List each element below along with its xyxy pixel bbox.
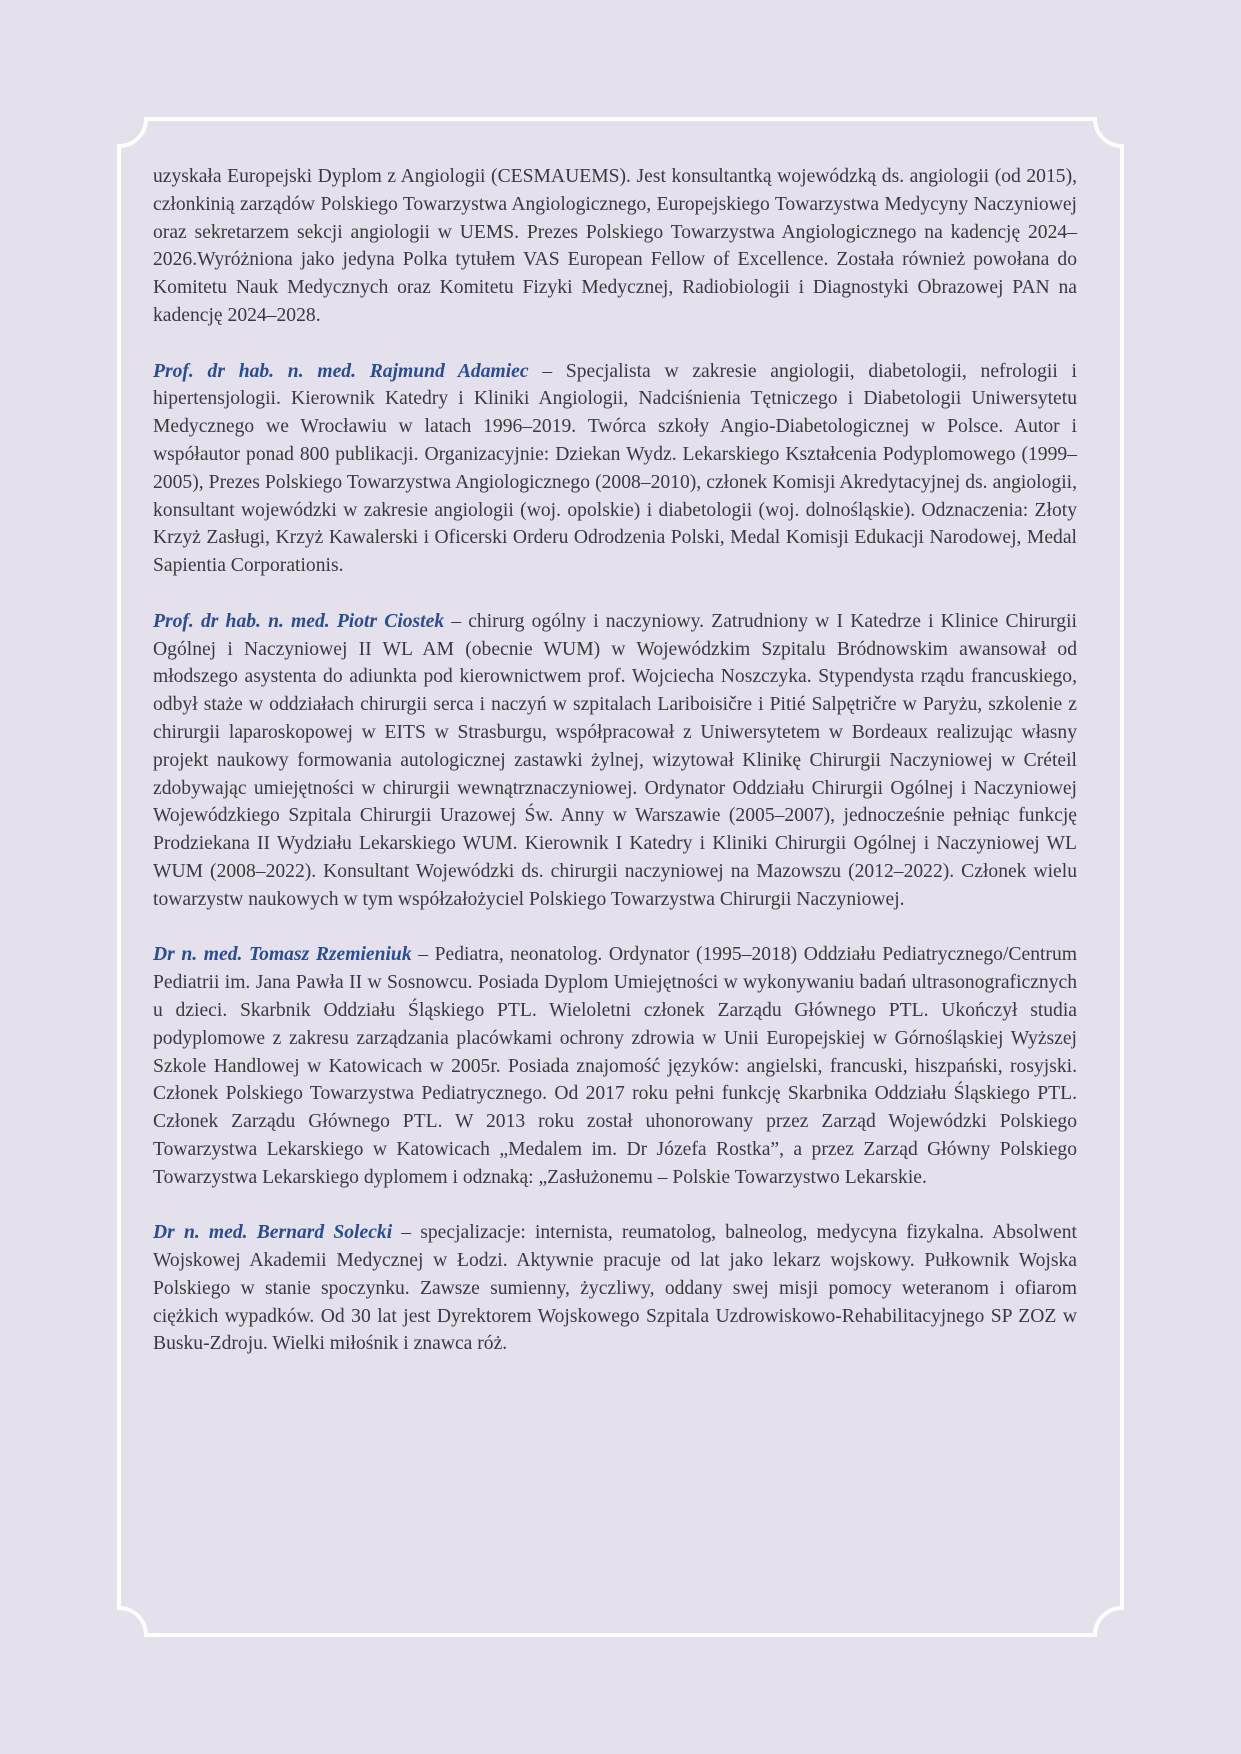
bio-text: – specjalizacje: internista, reumatolog, balneolog, medycyna fizykalna. Absolwent Wojskowej Akademii Medycznej w Łodzi. Aktywnie pracuje od lat jako lekarz wojskowy. Pułkownik Wojska Polskiego w stanie spoczynku. Zawsze sumienny, życzliwy, oddany swej misji pomocy weteranom i ofiarom ciężkich wypadków. Od 30 lat jest Dyrektorem Wojskowego Szpitala Uzdrowiskowo-Rehabilitacyjnego SP ZOZ w Busku-Zdroju. Wielki miłośnik i znawca róż. bbox=[153, 1222, 1077, 1355]
biographies bbox=[153, 163, 1077, 1386]
bio-paragraph bbox=[153, 608, 1077, 914]
bio-text: – Specjalista w zakresie angiologii, diabetologii, nefrologii i hipertensjologii. Kierownik Katedry i Kliniki Angiologii, Nadciśnienia Tętniczego i Diabetologii Uniwersytetu Medycznego we Wrocławiu w latach 1996–2019. Twórca szkoły Angio-Diabetologicznej w Polsce. Autor i współautor ponad 800 publikacji. Organizacyjnie: Dziekan Wydz. Lekarskiego Kształcenia Podyplomowego (1999–2005), Prezes Polskiego Towarzystwa Angiologicznego (2008–2010), członek Komisji Akredytacyjnej ds. angiologii, konsultant wojewódzki w zakresie angiologii (woj. opolskie) i diabetologii (woj. dolnośląskie). Odznaczenia: Złoty Krzyż Zasługi, Krzyż Kawalerski i Oficerski Orderu Odrodzenia Polski, Medal Komisji Edukacji Narodowej, Medal Sapientia Corporationis. bbox=[153, 360, 1077, 577]
bio-text: – Pediatra, neonatolog. Ordynator (1995–2018) Oddziału Pediatrycznego/Centrum Pediatrii im. Jana Pawła II w Sosnowcu. Posiada Dyplom Umiejętności w wykonywaniu badań ultrasonograficznych u dzieci. Skarbnik Oddziału Śląskiego PTL. Wieloletni członek Zarządu Głównego PTL. Ukończył studia podyplomowe z zakresu zarządzania placówkami ochrony zdrowia w Unii Europejskiej w Górnośląskiej Wyższej Szkole Handlowej w Katowicach w 2005r. Posiada znajomość języków: angielski, francuski, hiszpański, rosyjski. Członek Polskiego Towarzystwa Pediatrycznego. Od 2017 roku pełni funkcję Skarbnika Oddziału Śląskiego PTL. Członek Zarządu Głównego PTL. W 2013 roku został uhonorowany przez Zarząd Wojewódzki Polskiego Towarzystwa Lekarskiego w Katowicach „Medalem im. Dr Józefa Rostka”, a przez Zarząd Główny Polskiego Towarzystwa Lekarskiego dyplomem i odznaką: „Zasłużonemu – Polskie Towarzystwo Lekarskie. bbox=[153, 944, 1077, 1188]
bio-text: – chirurg ogólny i naczyniowy. Zatrudniony w I Katedrze i Klinice Chirurgii Ogólnej i Naczyniowej II WL AM (obecnie WUM) w Wojewódzkim Szpitalu Bródnowskim awansował od młodszego asystenta do adiunkta pod kierownictwem prof. Wojciecha Noszczyka. Stypendysta rządu francuskiego, odbył staże w oddziałach chirurgii serca i naczyń w szpitalach Lariboisičre i Pitié Salpętričre w Paryżu, szkolenie z chirurgii laparoskopowej w EITS w Strasburgu, współpracował z Uniwersytetem w Bordeaux realizując własny projekt naukowy formowania autologicznej zastawki żylnej, wizytował Klinikę Chirurgii Naczyniowej w Créteil zdobywając umiejętności w chirurgii wewnątrznaczyniowej. Ordynator Oddziału Chirurgii Ogólnej i Naczyniowej Wojewódzkiego Szpitala Chirurgii Urazowej Św. Anny w Warszawie (2005–2007), jednocześnie pełniąc funkcję Prodziekana II Wydziału Lekarskiego WUM. Kierownik I Katedry i Kliniki Chirurgii Ogólnej i Naczyniowej WL WUM (2008–2022). Konsultant Wojewódzki ds. chirurgii naczyniowej na Mazowszu (2012–2022). Członek wielu towarzystw naukowych w tym współzałożyciel Polskiego Towarzystwa Chirurgii Naczyniowej. bbox=[153, 610, 1077, 910]
bio-name: Dr n. med. Tomasz Rzemieniuk bbox=[153, 944, 412, 966]
bio-paragraph bbox=[153, 163, 1077, 330]
bio-paragraph bbox=[153, 1219, 1077, 1358]
bio-name: Prof. dr hab. n. med. Rajmund Adamiec bbox=[153, 360, 529, 382]
bio-name: Prof. dr hab. n. med. Piotr Ciostek bbox=[153, 610, 445, 632]
bio-paragraph bbox=[153, 358, 1077, 580]
bio-paragraph bbox=[153, 941, 1077, 1191]
bio-name: Dr n. med. Bernard Solecki bbox=[153, 1222, 393, 1244]
bio-text: uzyskała Europejski Dyplom z Angiologii (CESMAUEMS). Jest konsultantką wojewódzką ds. angiologii (od 2015), członkinią zarządów Polskiego Towarzystwa Angiologicznego, Europejskiego Towarzystwa Medycyny Naczyniowej oraz sekretarzem sekcji angiologii w UEMS. Prezes Polskiego Towarzystwa Angiologicznego na kadencję 2024–2026.Wyróżniona jako jedyna Polka tytułem VAS European Fellow of Excellence. Została również powołana do Komitetu Nauk Medycznych oraz Komitetu Fizyki Medycznej, Radiobiologii i Diagnostyki Obrazowej PAN na kadencję 2024–2028. bbox=[153, 166, 1077, 326]
